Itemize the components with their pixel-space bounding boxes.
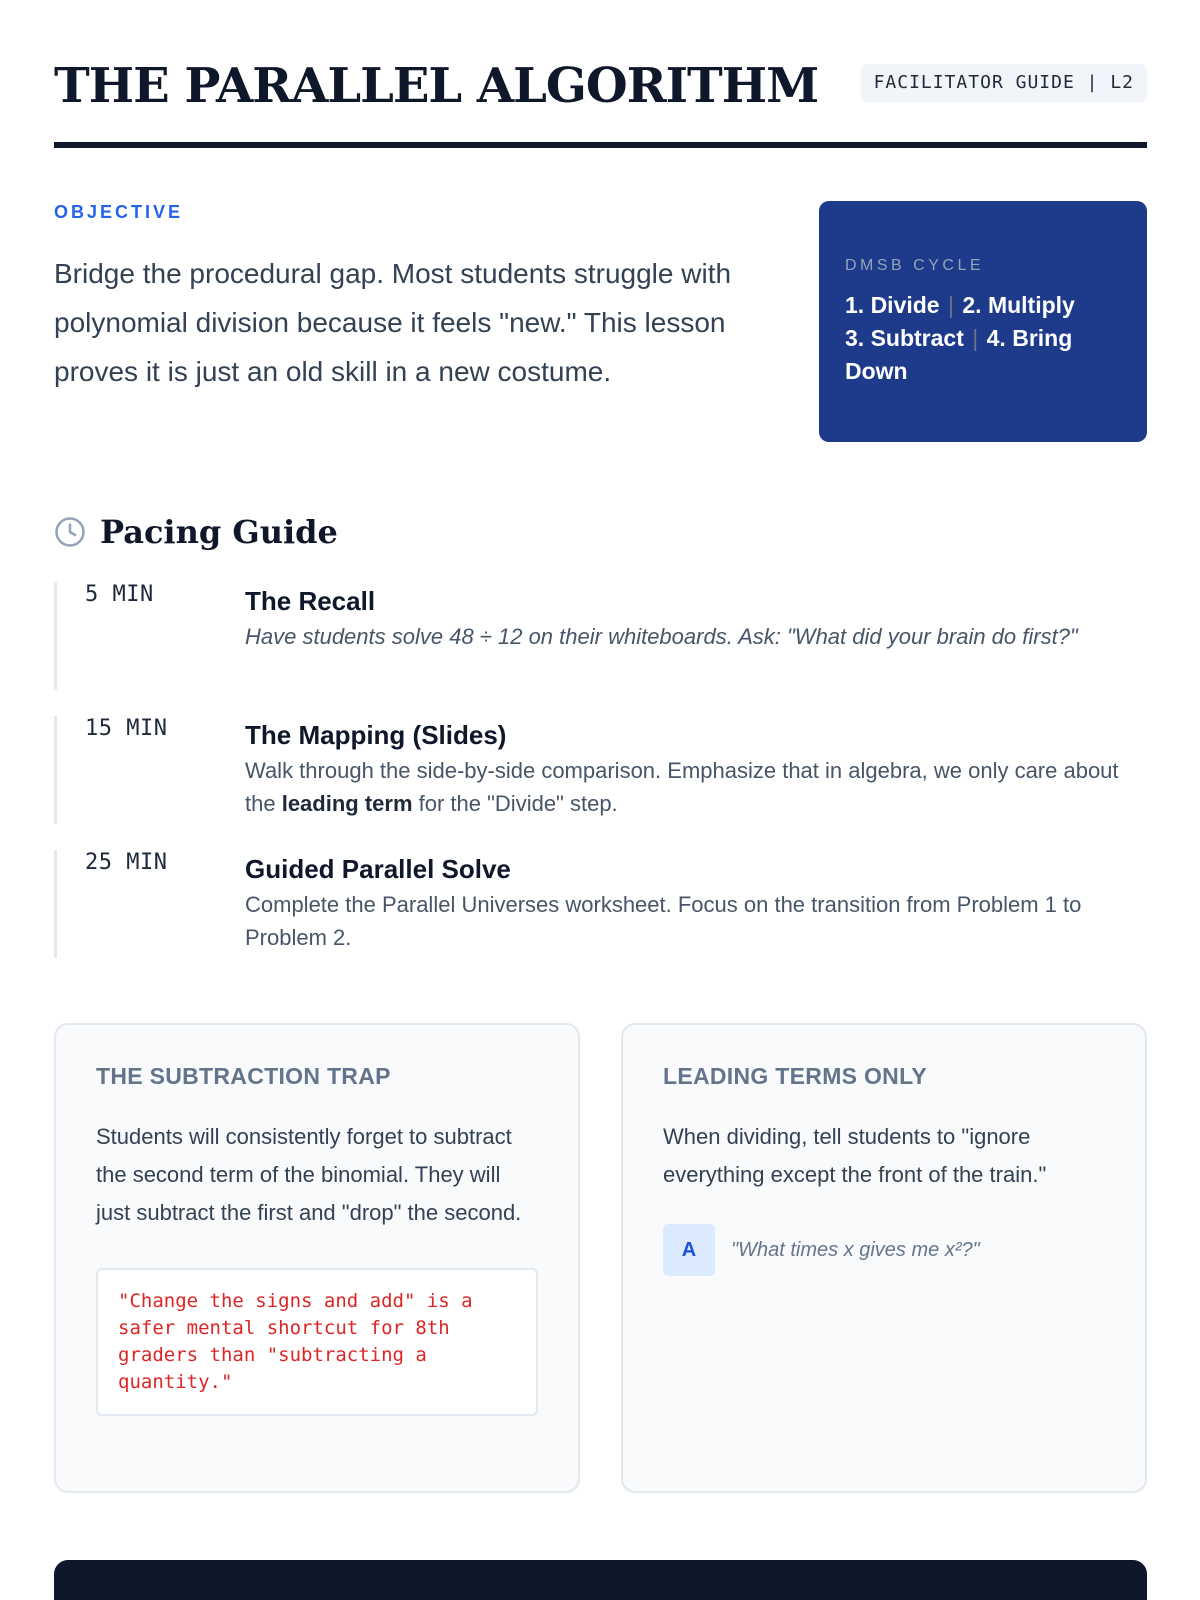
pacing-time: 5 MIN xyxy=(85,582,154,607)
card-text: When dividing, tell students to "ignore everything except the front of the train." xyxy=(663,1124,1047,1187)
pacing-time: 25 MIN xyxy=(85,850,168,875)
pacing-item-desc: Complete the Parallel Universes worksheet. Focus on the transition from Problem 1 to Problem 2. xyxy=(245,892,1082,950)
ask-text: "What times x gives me x²?" xyxy=(731,1238,980,1261)
pacing-item-mapping xyxy=(54,716,1147,824)
cycle-separator: | xyxy=(948,292,954,318)
cycle-step-multiply: 2. Multiply xyxy=(962,292,1075,318)
shortcut-tip-box: "Change the signs and add" is a safer mental shortcut for 8th graders than "subtracting a quantity." xyxy=(96,1268,538,1416)
objective-label: OBJECTIVE xyxy=(54,202,184,222)
leading-terms-card xyxy=(621,1023,1147,1493)
pacing-guide-title: Pacing Guide xyxy=(100,513,338,551)
guide-tag: FACILITATOR GUIDE | L2 xyxy=(861,64,1147,102)
pacing-time: 15 MIN xyxy=(85,716,168,741)
cycle-steps xyxy=(845,289,1121,388)
clock-icon xyxy=(54,516,86,548)
cycle-step-subtract: 3. Subtract xyxy=(845,325,964,351)
card-text: Students will consistently forget to subtract the second term of the binomial. They will just subtract the first and "drop" the second. xyxy=(96,1124,522,1225)
subtraction-trap-card xyxy=(54,1023,580,1493)
card-title: THE SUBTRACTION TRAP xyxy=(96,1063,391,1089)
desc-text-before: Walk through the side-by-side comparison. Emphasize that in algebra, we only care about the xyxy=(245,758,1119,816)
card-title: LEADING TERMS ONLY xyxy=(663,1063,927,1089)
cycle-label: DMSB CYCLE xyxy=(845,257,985,274)
cycle-separator: | xyxy=(972,325,979,351)
dmsb-cycle-card xyxy=(819,201,1147,442)
page-title: THE PARALLEL ALGORITHM xyxy=(54,58,819,114)
pacing-guide-header xyxy=(54,512,338,552)
cycle-step-bring-down: 4. Bring Down xyxy=(845,325,1073,384)
pacing-item-title: The Recall xyxy=(245,586,376,616)
cycle-step-divide: 1. Divide xyxy=(845,292,940,318)
desc-text-after: for the "Divide" step. xyxy=(412,791,618,816)
pacing-item-title: The Mapping (Slides) xyxy=(245,720,507,750)
pacing-item-guided-solve xyxy=(54,850,1147,958)
ask-prompt xyxy=(663,1224,1105,1276)
ask-badge: A xyxy=(663,1224,715,1276)
objective-text: Bridge the procedural gap. Most students struggle with polynomial division because it feels "new." This lesson proves it is just an old skill in a new costume. xyxy=(54,258,732,387)
pacing-item-desc xyxy=(245,754,1150,820)
footer-bar xyxy=(54,1560,1147,1600)
pacing-item-recall xyxy=(54,582,1147,690)
pacing-item-desc: Have students solve 48 ÷ 12 on their whiteboards. Ask: "What did your brain do first?" xyxy=(245,624,1078,649)
pacing-item-title: Guided Parallel Solve xyxy=(245,854,511,884)
page-header xyxy=(54,54,1147,148)
leading-term-emphasis: leading term xyxy=(281,791,413,816)
